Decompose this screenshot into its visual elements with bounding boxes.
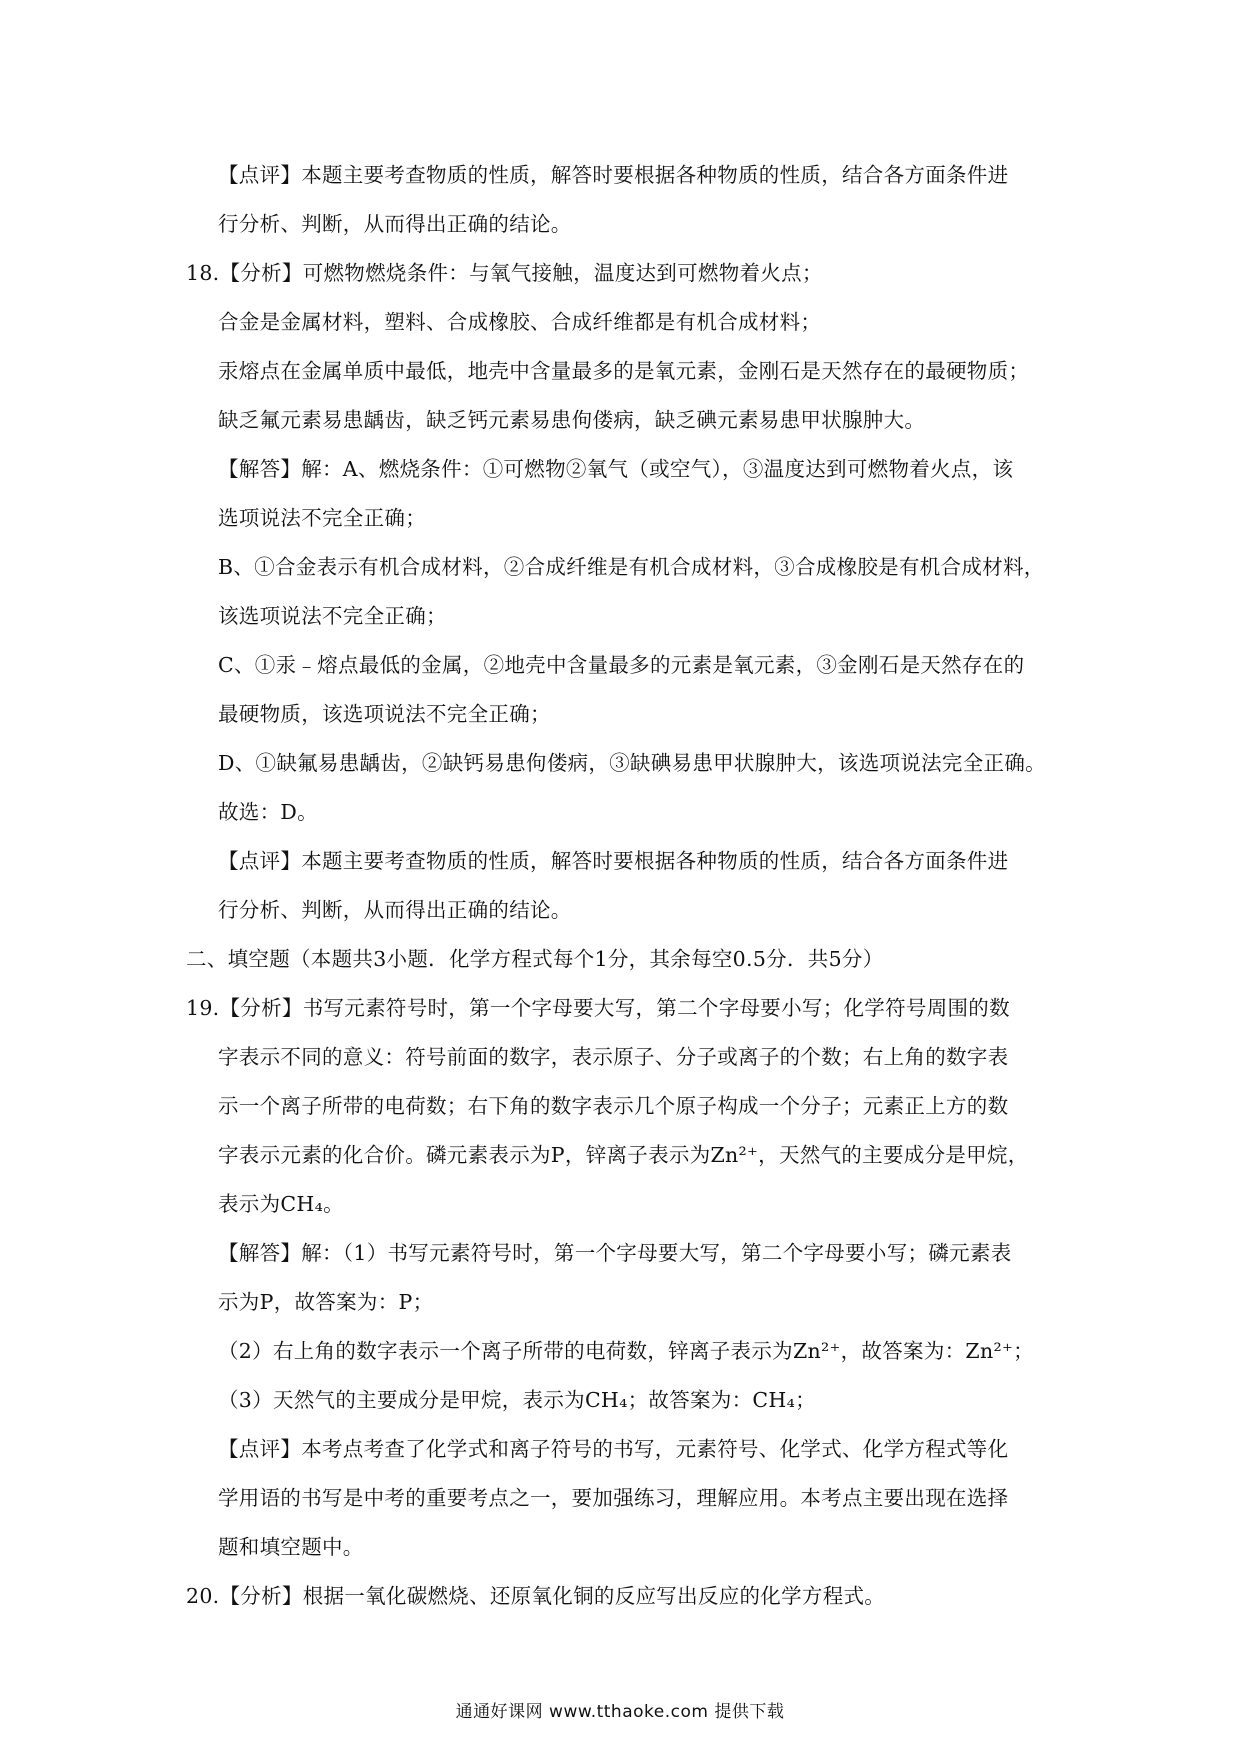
text-line: 最硬物质，该选项说法不完全正确； [218,702,551,726]
text-line: 【点评】本题主要考查物质的性质，解答时要根据各种物质的性质，结合各方面条件进 [218,849,1009,873]
text-line: B、①合金表示有机合成材料，②合成纤维是有机合成材料，③合成橡胶是有机合成材料， [218,555,1045,579]
text-line: 题和填空题中。 [218,1535,364,1559]
question-19-heading: 19.【分析】书写元素符号时，第一个字母要大写，第二个字母要小写；化学符号周围的数 [186,996,1010,1020]
question-18-heading: 18.【分析】可燃物燃烧条件：与氧气接触，温度达到可燃物着火点； [186,261,823,285]
text-line: 【点评】本题主要考查物质的性质，解答时要根据各种物质的性质，结合各方面条件进 [218,163,1009,187]
text-line: 字表示不同的意义：符号前面的数字，表示原子、分子或离子的个数；右上角的数字表 [218,1045,1009,1069]
text-line: 字表示元素的化合价。磷元素表示为P，锌离子表示为Zn²⁺，天然气的主要成分是甲烷， [218,1143,1029,1167]
page-footer: 通通好课网 www.tthaoke.com 提供下载 [455,1702,785,1722]
text-line: （3）天然气的主要成分是甲烷，表示为CH₄；故答案为：CH₄； [218,1388,816,1412]
text-line: 该选项说法不完全正确； [218,604,447,628]
text-line: 示为P，故答案为：P； [218,1290,434,1314]
text-line: 汞熔点在金属单质中最低，地壳中含量最多的是氧元素，金刚石是天然存在的最硬物质； [218,359,1030,383]
text-line: 合金是金属材料，塑料、合成橡胶、合成纤维都是有机合成材料； [218,310,822,334]
text-line: 【解答】解：（1）书写元素符号时，第一个字母要大写，第二个字母要小写；磷元素表 [218,1241,1012,1265]
text-line: （2）右上角的数字表示一个离子所带的电荷数，锌离子表示为Zn²⁺，故答案为：Zn²⁺； [218,1339,1034,1363]
text-line: 示一个离子所带的电荷数；右下角的数字表示几个原子构成一个分子；元素正上方的数 [218,1094,1009,1118]
section-heading: 二、填空题（本题共3小题．化学方程式每个1分，其余每空0.5分．共5分） [186,947,884,971]
text-line: C、①汞﹣熔点最低的金属，②地壳中含量最多的元素是氧元素，③金刚石是天然存在的 [218,653,1025,677]
text-line: 学用语的书写是中考的重要考点之一，要加强练习，理解应用。本考点主要出现在选择 [218,1486,1009,1510]
text-line: 【点评】本考点考查了化学式和离子符号的书写，元素符号、化学式、化学方程式等化 [218,1437,1009,1461]
text-line: 表示为CH₄。 [218,1192,344,1216]
text-line: 【解答】解：A、燃烧条件：①可燃物②氧气（或空气），③温度达到可燃物着火点，该 [218,457,1014,481]
text-line: 行分析、判断，从而得出正确的结论。 [218,212,572,236]
text-line: 选项说法不完全正确； [218,506,426,530]
text-line: 故选：D。 [218,800,318,824]
text-line: 行分析、判断，从而得出正确的结论。 [218,898,572,922]
text-line: 缺乏氟元素易患龋齿，缺乏钙元素易患佝偻病，缺乏碘元素易患甲状腺肿大。 [218,408,926,432]
question-20-heading: 20.【分析】根据一氧化碳燃烧、还原氧化铜的反应写出反应的化学方程式。 [186,1584,886,1608]
text-line: D、①缺氟易患龋齿，②缺钙易患佝偻病，③缺碘易患甲状腺肿大，该选项说法完全正确。 [218,751,1046,775]
